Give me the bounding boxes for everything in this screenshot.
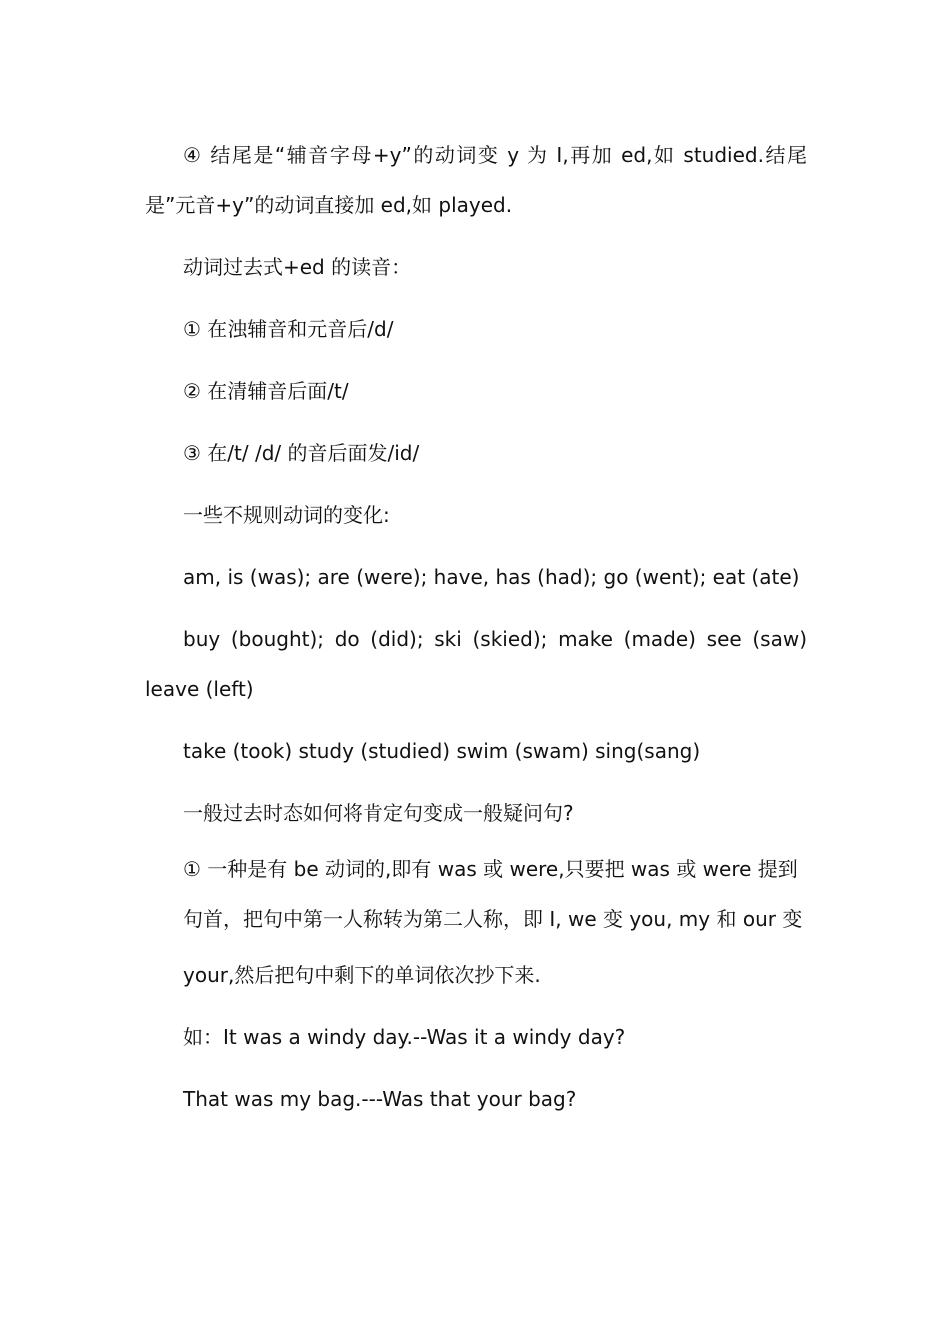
- paragraph-irregular-3: take (took) study (studied) swim (swam) sing(sang): [183, 739, 701, 763]
- paragraph-pronunciation-heading: 动词过去式+ed 的读音：: [183, 255, 412, 279]
- document-body: [145, 130, 807, 1124]
- paragraph-pronunciation-3: ③ 在/t/ /d/ 的音后面发/id/: [183, 441, 420, 465]
- paragraph-irregular-1: am, is (was); are (were); have, has (had); go (went); eat (ate): [183, 565, 800, 589]
- paragraph-rule-4: ④ 结尾是“辅音字母+y”的动词变 y 为 I,再加 ed,如 studied.结尾是”元音+y”的动词直接加 ed,如 played.: [145, 143, 807, 217]
- paragraph-question-1: ① 一种是有 be 动词的,即有 was 或 were,只要把 was 或 were 提到: [183, 857, 798, 881]
- paragraph-pronunciation-2: ② 在清辅音后面/t/: [183, 379, 349, 403]
- paragraph-question-heading: 一般过去时态如何将肯定句变成一般疑问句?: [183, 801, 574, 825]
- paragraph-irregular-heading: 一些不规则动词的变化:: [183, 503, 390, 527]
- paragraph-question-3: your,然后把句中剩下的单词依次抄下来.: [183, 963, 541, 987]
- paragraph-pronunciation-1: ① 在浊辅音和元音后/d/: [183, 317, 394, 341]
- paragraph-question-2: 句首，把句中第一人称转为第二人称，即 I, we 变 you, my 和 our 变: [183, 907, 803, 931]
- paragraph-irregular-2: buy (bought); do (did); ski (skied); make (made) see (saw) leave (left): [145, 627, 807, 701]
- paragraph-example-2: That was my bag.---Was that your bag?: [183, 1087, 577, 1111]
- paragraph-example-1: 如：It was a windy day.--Was it a windy day?: [183, 1025, 626, 1049]
